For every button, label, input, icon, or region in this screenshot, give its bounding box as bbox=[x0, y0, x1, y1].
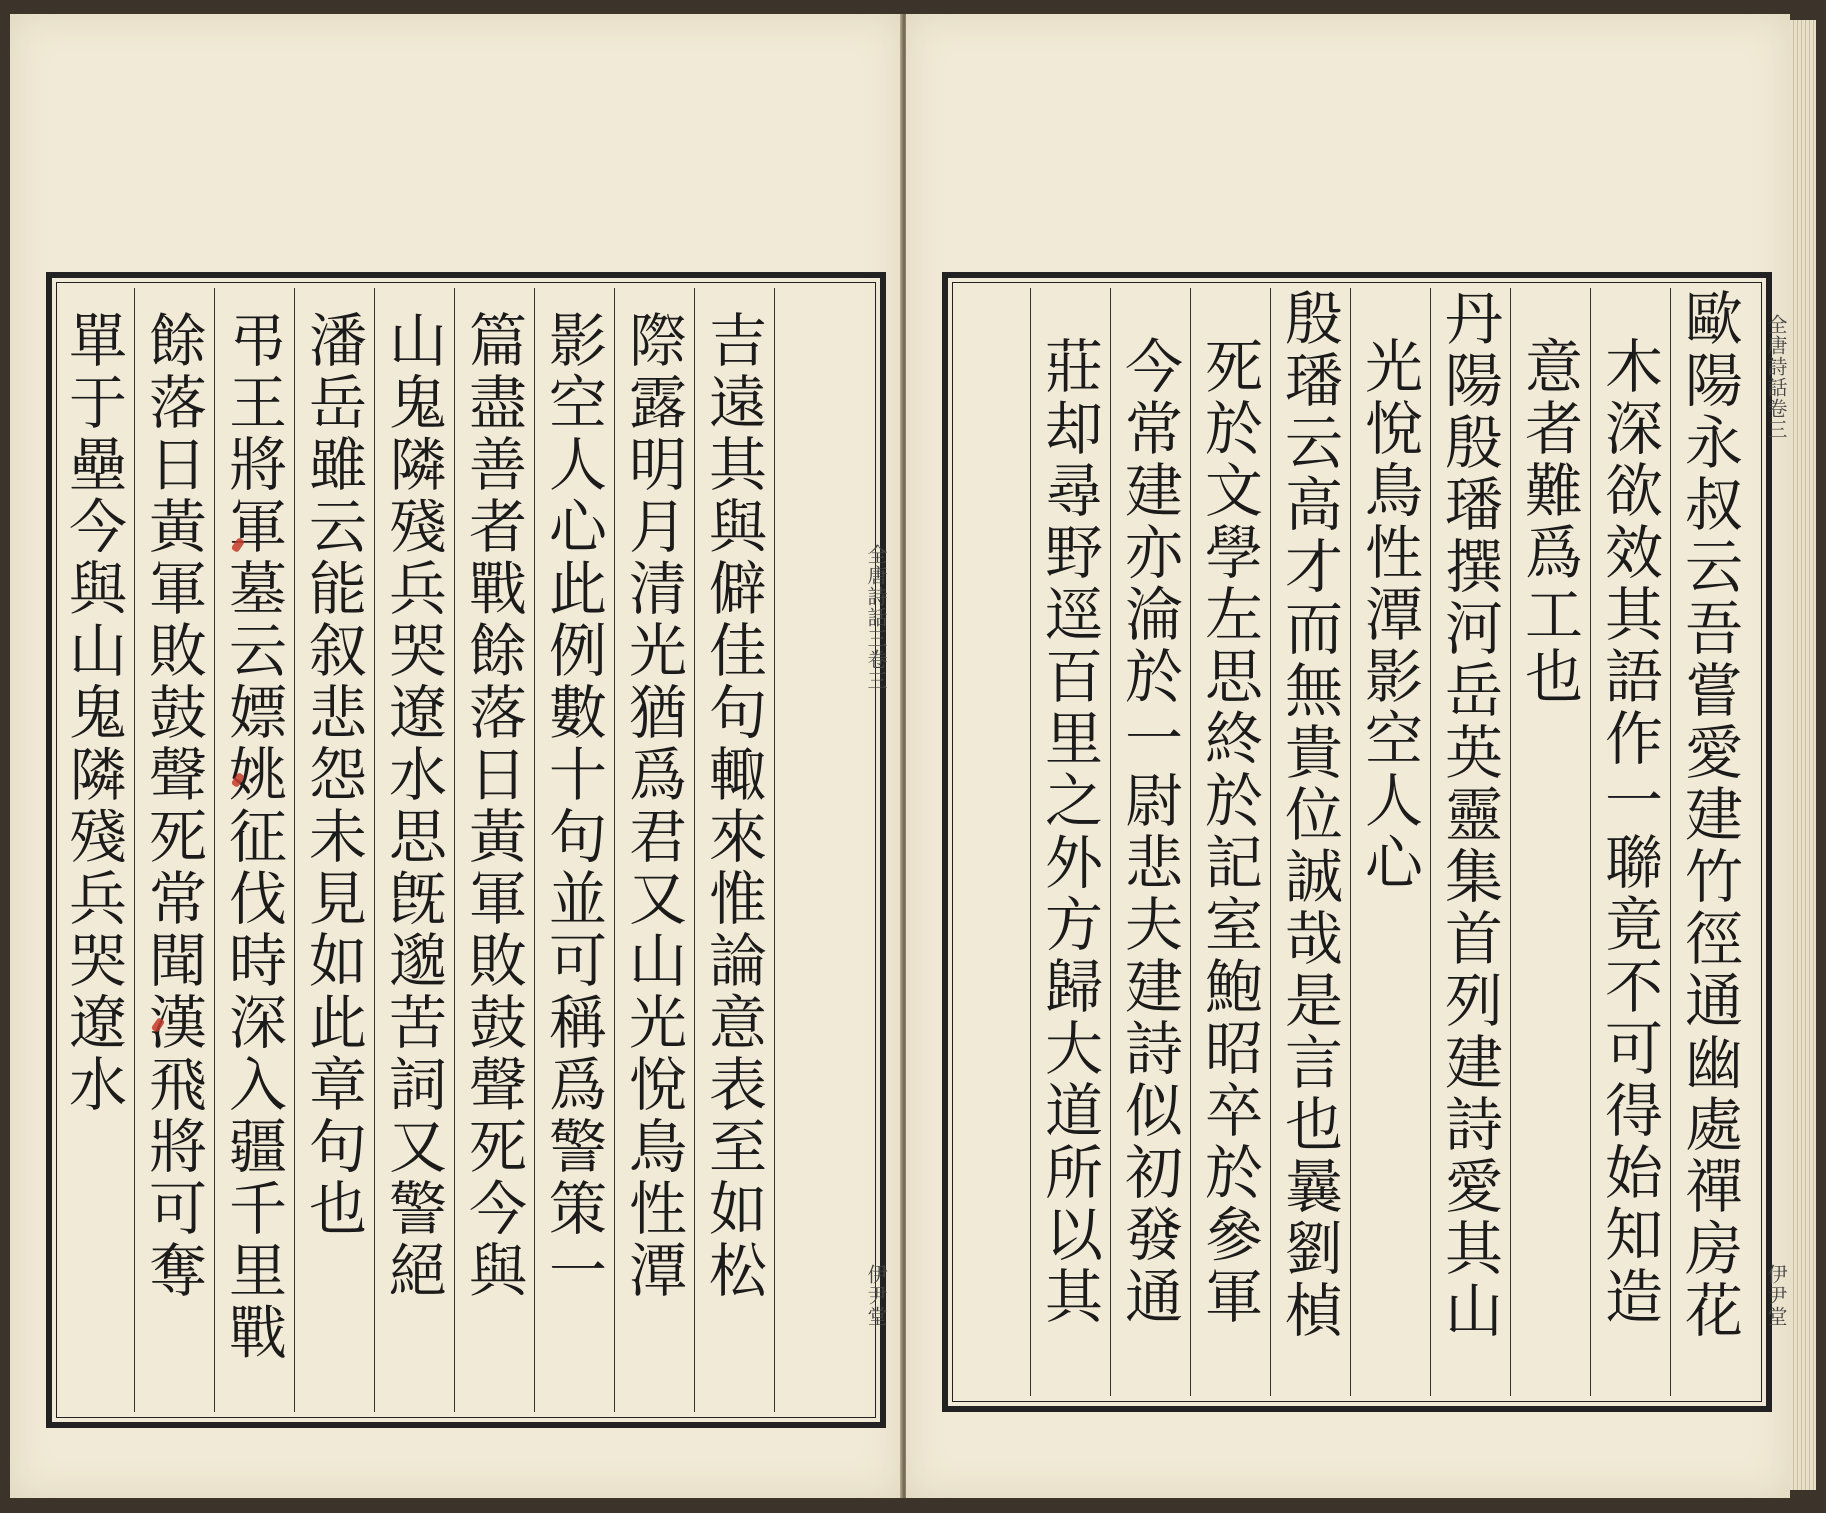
left-text-column-4: 篇盡善者戰餘落日黃軍敗鼓聲死今與 bbox=[459, 310, 527, 1302]
right-text-column-8: 今常建亦淪於一尉悲夫建詩似初發通 bbox=[1115, 336, 1183, 1328]
left-text-column-3: 影空人心此例數十句並可稱爲警策一 bbox=[539, 310, 607, 1302]
left-page bbox=[10, 14, 902, 1498]
left-text-column-6: 潘岳雖云能叙悲怨未見如此章句也 bbox=[299, 310, 367, 1240]
right-page bbox=[906, 14, 1790, 1498]
right-text-column-5: 光悅鳥性潭影空人心 bbox=[1355, 336, 1423, 894]
right-text-column-3: 意者難爲工也 bbox=[1515, 336, 1583, 708]
left-margin-publisher: 伊尹堂 bbox=[864, 1264, 888, 1327]
left-text-column-7: 弔王將軍墓云嫖姚征伐時深入疆千里戰 bbox=[219, 310, 287, 1364]
right-text-column-4: 丹陽殷璠撰河岳英靈集首列建詩愛其山 bbox=[1435, 288, 1503, 1342]
right-margin-publisher: 伊尹堂 bbox=[1764, 1264, 1788, 1327]
left-text-frame bbox=[46, 272, 886, 1428]
red-punctuation-mark bbox=[231, 772, 246, 788]
left-text-column-8: 餘落日黃軍敗鼓聲死常聞漢飛將可奪 bbox=[139, 310, 207, 1302]
right-text-column-1: 歐陽永叔云吾嘗愛建竹徑通幽處禪房花 bbox=[1675, 288, 1743, 1342]
left-margin-title: 全唐詩話三卷三 bbox=[864, 544, 888, 691]
right-text-column-6: 殷璠云高才而無貴位誠哉是言也曩劉楨 bbox=[1275, 288, 1343, 1342]
left-text-column-9: 單于壘今與山鬼隣殘兵哭遼水 bbox=[59, 310, 127, 1116]
left-text-column-2: 際露明月清光猶爲君又山光悅鳥性潭 bbox=[619, 310, 687, 1302]
left-text-column-1: 吉遠其與僻佳句輙來惟論意表至如松 bbox=[699, 310, 767, 1302]
page-edges bbox=[1790, 20, 1816, 1490]
left-text-column-5: 山鬼隣殘兵哭遼水思旣邈苦詞又警絕 bbox=[379, 310, 447, 1302]
red-punctuation-mark bbox=[151, 1017, 166, 1033]
right-text-column-7: 死於文學左思終於記室鮑昭卒於參軍 bbox=[1195, 336, 1263, 1328]
red-punctuation-mark bbox=[231, 537, 246, 553]
right-text-column-9: 莊却尋野逕百里之外方歸大道所以其 bbox=[1035, 336, 1103, 1328]
right-text-frame bbox=[942, 272, 1772, 1412]
right-text-column-2: 木深欲效其語作一聯竟不可得始知造 bbox=[1595, 336, 1663, 1328]
right-margin-title: 全唐詩話卷三 bbox=[1764, 314, 1788, 440]
